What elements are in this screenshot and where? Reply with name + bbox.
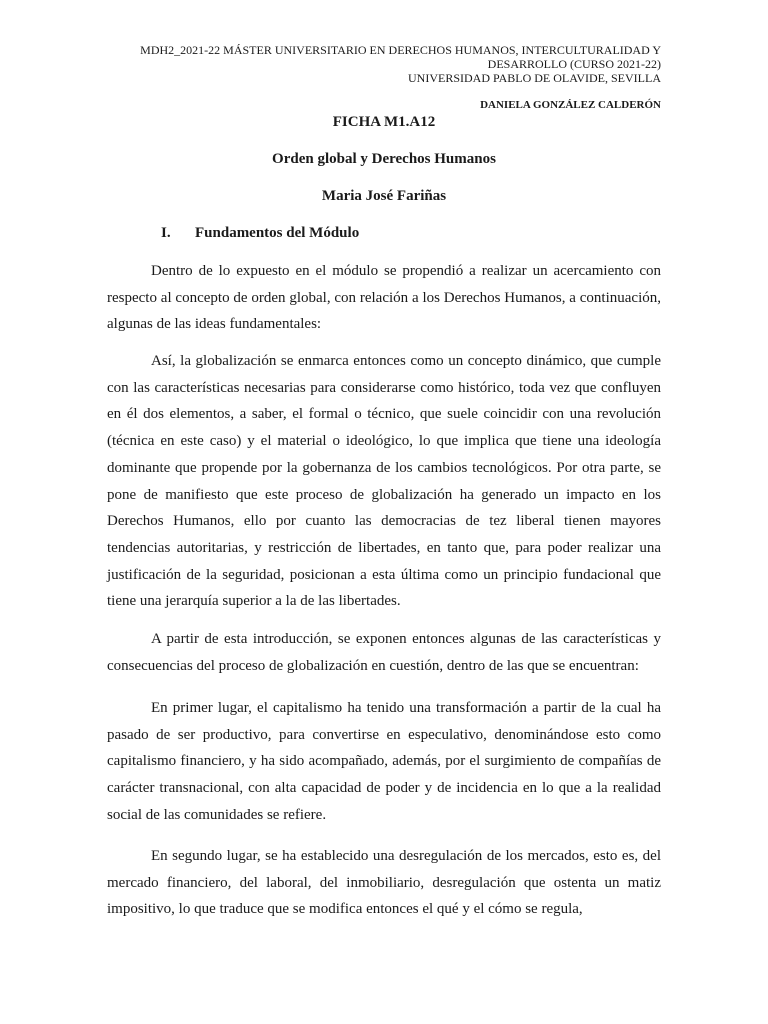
section-number: I. bbox=[161, 225, 171, 241]
page-header bbox=[101, 43, 661, 85]
header-line-program: MDH2_2021-22 MÁSTER UNIVERSITARIO EN DERECHOS HUMANOS, INTERCULTURALIDAD Y bbox=[140, 43, 661, 57]
section-title: Fundamentos del Módulo bbox=[195, 225, 360, 241]
instructor-name: Maria José Fariñas bbox=[321, 188, 447, 204]
document-subtitle: Orden global y Derechos Humanos bbox=[272, 151, 496, 167]
header-line-university: UNIVERSIDAD PABLO DE OLAVIDE, SEVILLA bbox=[408, 71, 661, 85]
paragraph: En segundo lugar, se ha establecido una desregulación de los mercados, esto es, del mercado financiero, del laboral, del inmobiliario, desregulación que ostenta un matiz impositivo, lo que traduce que se modifica entonces el qué y el cómo se regula, bbox=[107, 848, 661, 918]
header-line-course: DESARROLLO (CURSO 2021-22) bbox=[487, 57, 661, 71]
document-title: FICHA M1.A12 bbox=[332, 114, 436, 130]
paragraph: En primer lugar, el capitalismo ha tenido una transformación a partir de la cual ha pasado de ser productivo, para convertirse en especulativo, denominándose esto como capitalismo financiero, y ha sido acompañado, además, por el surgimiento de compañías de carácter transnacional, con alta capacidad de poder y de incidencia en lo que a la realidad social de las comunidades se refiere. bbox=[107, 700, 661, 823]
paragraph: Dentro de lo expuesto en el módulo se propendió a realizar un acercamiento con respecto al concepto de orden global, con relación a los Derechos Humanos, a continuación, algunas de las ideas fundamentales: bbox=[107, 263, 661, 333]
paragraph: Así, la globalización se enmarca entonces como un concepto dinámico, que cumple con las características necesarias para considerarse como histórico, toda vez que confluyen en él dos elementos, a saber, el formal o técnico, que suele coincidir con una revolución (técnica en este caso) y el material o ideológico, lo que implica que tiene una ideología dominante que propende por la gobernanza de los cambios tecnológicos. Por otra parte, se pone de manifiesto que este proceso de globalización ha generado un impacto en los Derechos Humanos, ello por cuanto las democracias de tez liberal tienen mayores tendencias autoritarias, y restricción de libertades, en tanto que, para poder realizar una justificación de la seguridad, posicionan a esta última como un principio fundacional que tiene una jerarquía superior a la de las libertades. bbox=[107, 353, 661, 610]
paragraph: A partir de esta introducción, se exponen entonces algunas de las características y consecuencias del proceso de globalización en cuestión, dentro de las que se encuentran: bbox=[107, 631, 661, 674]
author-name: DANIELA GONZÁLEZ CALDERÓN bbox=[480, 99, 661, 111]
section-heading bbox=[161, 224, 359, 242]
